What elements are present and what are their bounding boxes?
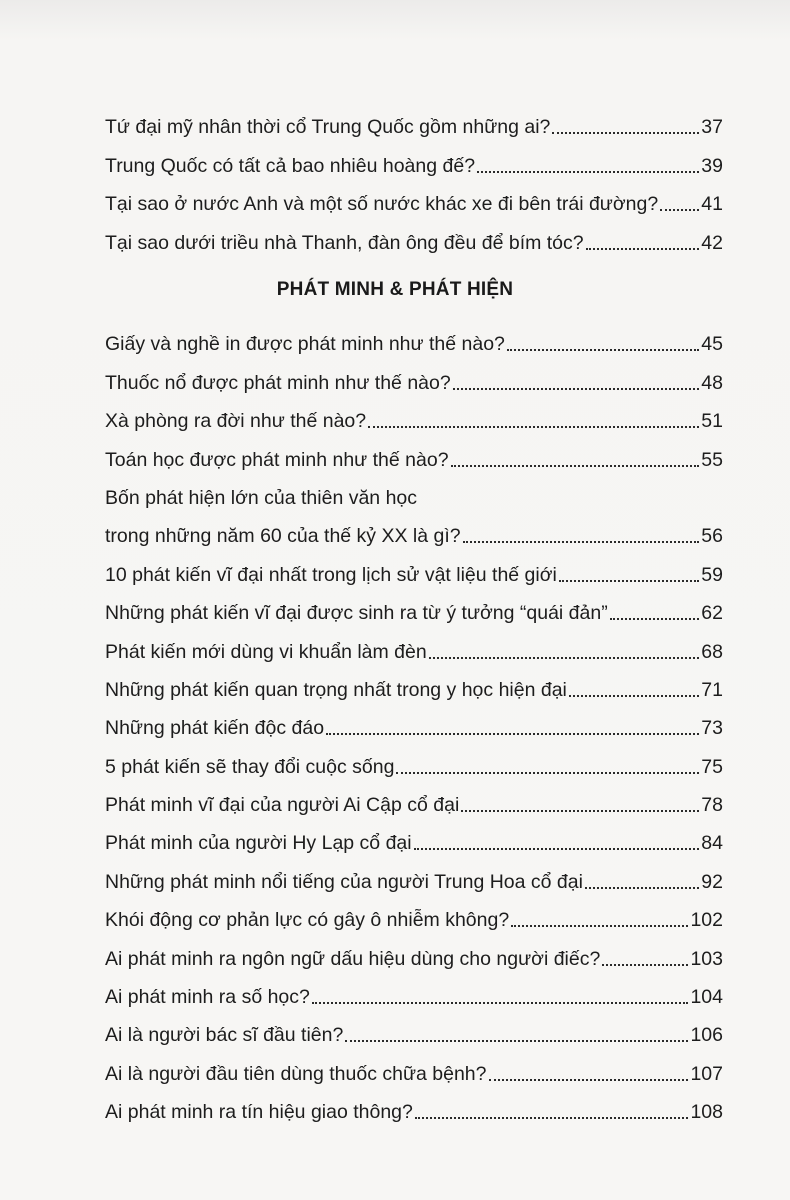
toc-entry-title: Ai là người đầu tiên dùng thuốc chữa bệnh? [105,1062,487,1085]
toc-entry-title: 10 phát kiến vĩ đại nhất trong lịch sử vật liệu thế giới [105,563,557,586]
dot-leader [559,580,699,582]
toc-entry-page: 62 [701,602,723,625]
toc-entry-title: Phát minh của người Hy Lạp cổ đại [105,832,412,855]
toc-entry-page: 51 [701,410,723,433]
dot-leader [586,248,700,250]
toc-entry-page: 41 [701,193,723,216]
dot-leader [429,657,700,659]
toc-entry[interactable] [105,216,723,254]
toc-entry-page: 108 [690,1101,723,1124]
dot-leader [463,541,700,543]
dot-leader [507,349,699,351]
toc-entry-title: Giấy và nghề in được phát minh như thế nào? [105,333,505,356]
dot-leader [312,1002,689,1004]
toc-entry-page: 42 [701,231,723,254]
toc-entry[interactable] [105,139,723,177]
toc-entry-page: 71 [701,678,723,701]
dot-leader [569,695,699,697]
toc-entry-title: Tứ đại mỹ nhân thời cổ Trung Quốc gồm những ai? [105,116,551,139]
toc-entry[interactable] [105,178,723,216]
toc-entry-page: 75 [701,755,723,778]
toc-entry[interactable] [105,1047,723,1085]
toc-entry-title: Thuốc nổ được phát minh như thế nào? [105,371,451,394]
toc-entry-title: Phát minh vĩ đại của người Ai Cập cổ đại [105,794,460,817]
toc-entry-title: Những phát minh nổi tiếng của người Trung Hoa cổ đại [105,870,583,893]
toc-entry[interactable] [105,1009,723,1047]
toc-entry[interactable] [105,472,723,549]
toc-entry-page: 73 [701,717,723,740]
toc-list-inventions [105,318,723,1124]
dot-leader [602,964,688,966]
toc-entry-title: Xà phòng ra đời như thế nào? [105,410,367,433]
toc-entry-page: 39 [701,154,723,177]
toc-entry[interactable] [105,395,723,433]
dot-leader [552,132,699,134]
toc-entry-page: 78 [701,794,723,817]
toc-entry[interactable] [105,740,723,778]
toc-entry[interactable] [105,587,723,625]
dot-leader [345,1040,688,1042]
toc-entry-title: Trung Quốc có tất cả bao nhiêu hoàng đế? [105,154,476,177]
dot-leader [415,1117,689,1119]
toc-entry[interactable] [105,548,723,586]
dot-leader [660,209,699,211]
toc-entry-page: 103 [690,947,723,970]
toc-entry-page: 104 [690,986,723,1009]
toc-entry-title: Tại sao dưới triều nhà Thanh, đàn ông đều để bím tóc? [105,231,584,254]
dot-leader [396,772,699,774]
toc-entry[interactable] [105,894,723,932]
toc-entry-title: Khói động cơ phản lực có gây ô nhiễm không? [105,909,510,932]
toc-entry[interactable] [105,817,723,855]
toc-entry-page: 106 [690,1024,723,1047]
toc-entry[interactable] [105,702,723,740]
dot-leader [477,171,699,173]
toc-entry-title: Ai là người bác sĩ đầu tiên? [105,1024,344,1047]
toc-entry[interactable] [105,971,723,1009]
toc-entry-page: 45 [701,333,723,356]
dot-leader [368,426,699,428]
dot-leader [414,848,700,850]
dot-leader [489,1079,689,1081]
toc-entry-title: Ai phát minh ra số học? [105,986,310,1009]
dot-leader [451,465,700,467]
dot-leader [585,887,699,889]
toc-entry-page: 92 [701,870,723,893]
dot-leader [326,733,699,735]
toc-entry[interactable] [105,932,723,970]
toc-entry[interactable] [105,625,723,663]
toc-entry[interactable] [105,101,723,139]
toc-entry-title: Bốn phát hiện lớn của thiên văn học [105,486,418,509]
toc-entry[interactable] [105,318,723,356]
toc-entry[interactable] [105,1086,723,1124]
toc-entry-title: Tại sao ở nước Anh và một số nước khác xe đi bên trái đường? [105,193,659,216]
toc-entry-page: 59 [701,563,723,586]
toc-entry-page: 37 [701,116,723,139]
toc-entry-page: 107 [690,1062,723,1085]
toc-entry-title: Phát kiến mới dùng vi khuẩn làm đèn [105,640,427,663]
toc-entry-title: Những phát kiến độc đáo [105,717,325,740]
toc-entry[interactable] [105,779,723,817]
toc-entry-page: 55 [701,448,723,471]
dot-leader [511,925,688,927]
toc-entry[interactable] [105,356,723,394]
toc-entry-page: 84 [701,832,723,855]
toc-entry-title: Toán học được phát minh như thế nào? [105,448,449,471]
toc-entry-title: Ai phát minh ra ngôn ngữ dấu hiệu dùng cho người điếc? [105,947,601,970]
toc-entry-page: 68 [701,640,723,663]
toc-entry[interactable] [105,855,723,893]
section-heading: PHÁT MINH & PHÁT HIỆN [276,279,514,300]
toc-entry-page: 56 [701,525,723,548]
toc-entry[interactable] [105,664,723,702]
toc-entry-title: 5 phát kiến sẽ thay đổi cuộc sống [105,755,395,778]
toc-entry-title: Ai phát minh ra tín hiệu giao thông? [105,1101,413,1124]
toc-entry-title: Những phát kiến quan trọng nhất trong y học hiện đại [105,678,567,701]
toc-entry-title: Những phát kiến vĩ đại được sinh ra từ ý tưởng “quái đản” [105,602,608,625]
toc-entry-page: 48 [701,371,723,394]
dot-leader [453,388,700,390]
toc-entry-title-continued: trong những năm 60 của thế kỷ XX là gì? [105,525,461,548]
toc-entry[interactable] [105,433,723,471]
toc-entry-page: 102 [690,909,723,932]
dot-leader [461,810,699,812]
toc-list-history [105,101,723,255]
dot-leader [610,618,700,620]
